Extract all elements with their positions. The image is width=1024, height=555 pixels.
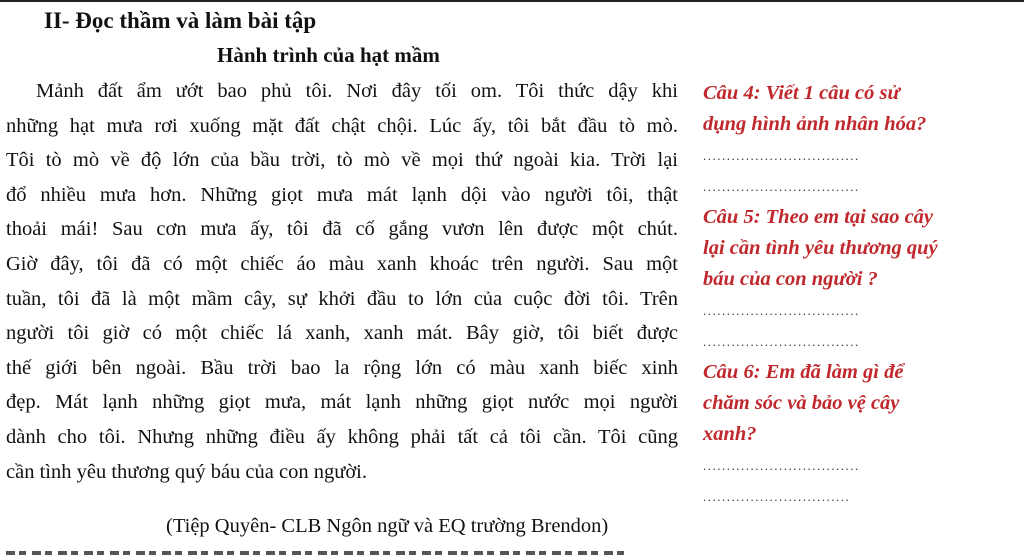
passage-line: thoải mái! Sau cơn mưa ấy, tôi đã cố gắng vươn lên được một chút.: [6, 218, 678, 241]
passage-line: cần tình yêu thương quý báu của con người.: [6, 460, 368, 483]
passage-line: Tôi tò mò về độ lớn của bầu trời, tò mò về mọi thứ ngoài kia. Trời lại: [6, 149, 678, 172]
passage-line: dành cho tôi. Nhưng những điều ấy không phải tất cả tôi cần. Tôi cũng: [6, 425, 678, 448]
question-text-line: dụng hình ảnh nhân hóa?: [703, 113, 927, 135]
answer-blank-line[interactable]: .................................: [703, 458, 860, 473]
story-title: Hành trình của hạt mầm: [217, 43, 440, 67]
answer-blank-line[interactable]: .................................: [703, 179, 860, 194]
question-6: [703, 357, 1003, 450]
top-border-rule: [0, 0, 1024, 2]
answer-blank-line[interactable]: .................................: [703, 303, 860, 318]
answer-blank-line[interactable]: ...............................: [703, 489, 851, 504]
passage-line: Giờ đây, tôi đã có một chiếc áo màu xanh khoác trên người. Sau một: [6, 252, 678, 275]
passage-line: Mảnh đất ẩm ướt bao phủ tôi. Nơi đây tối om. Tôi thức dậy khi: [36, 80, 678, 102]
passage-line: tuần, tôi đã là một mầm cây, sự khởi đầu to lớn của cuộc đời tôi. Trên: [6, 287, 678, 310]
question-text-line: Câu 6: Em đã làm gì để: [703, 361, 904, 383]
passage-line: những hạt mưa rơi xuống mặt đất chật chội. Lúc ấy, tôi bắt đầu tò mò.: [6, 114, 678, 137]
passage-line: đổ nhiều mưa hơn. Những giọt mưa mát lạnh dội vào người tôi, thật: [6, 183, 678, 206]
passage-line: người tôi giờ có một chiếc lá xanh, xanh mát. Bây giờ, tôi biết được: [6, 322, 678, 345]
question-text-line: Câu 4: Viết 1 câu có sử: [703, 82, 900, 104]
cut-off-next-line: [6, 548, 626, 555]
passage-source: (Tiệp Quyên- CLB Ngôn ngữ và EQ trường Brendon): [166, 515, 609, 537]
passage-line: đẹp. Mát lạnh những giọt mưa, mát lạnh những giọt nước mọi người: [6, 391, 678, 414]
answer-blank-line[interactable]: .................................: [703, 334, 860, 349]
question-text-line: xanh?: [703, 423, 757, 445]
question-text-line: báu của con người ?: [703, 268, 878, 290]
question-text-line: chăm sóc và bảo vệ cây: [703, 392, 900, 414]
questions-column: [703, 78, 1003, 512]
question-text-line: lại cần tình yêu thương quý: [703, 237, 938, 259]
question-text-line: Câu 5: Theo em tại sao cây: [703, 206, 934, 228]
passage-line: thế giới bên ngoài. Bầu trời bao la rộng lớn có màu xanh biếc xinh: [6, 356, 678, 379]
question-5: [703, 202, 1003, 295]
section-heading: II- Đọc thầm và làm bài tập: [44, 8, 317, 33]
question-4: [703, 78, 1003, 140]
reading-passage: [6, 74, 678, 489]
answer-blank-line[interactable]: .................................: [703, 148, 860, 163]
